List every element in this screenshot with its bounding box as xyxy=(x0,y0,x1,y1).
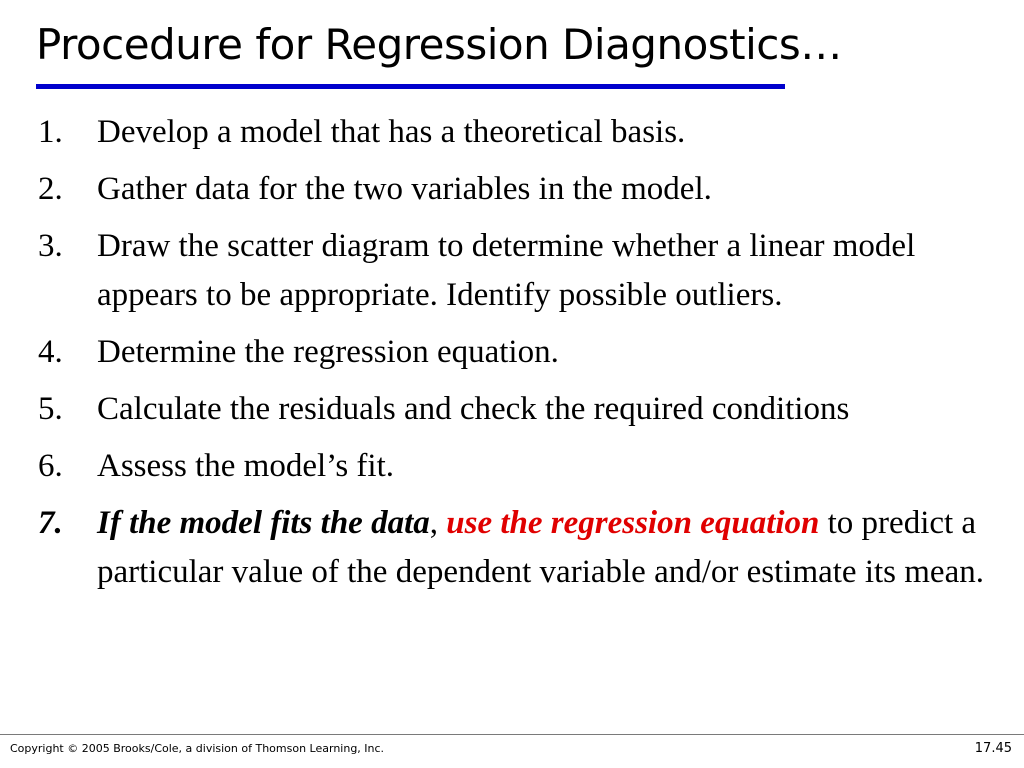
list-item xyxy=(38,108,1018,157)
item-text: Draw the scatter diagram to determine whether a linear model appears to be appropriate. Identify possible outliers. xyxy=(97,228,916,313)
item-number: 1. xyxy=(38,114,63,150)
list-item xyxy=(38,385,1018,434)
title-underline xyxy=(36,84,785,89)
item-number: 3. xyxy=(38,228,63,264)
item-text: Assess the model’s fit. xyxy=(97,448,394,484)
item-text: Gather data for the two variables in the model. xyxy=(97,171,712,207)
item-number: 6. xyxy=(38,448,63,484)
item-text: Develop a model that has a theoretical basis. xyxy=(97,114,686,150)
copyright-text: Copyright © 2005 Brooks/Cole, a division of Thomson Learning, Inc. xyxy=(10,742,385,755)
item-number: 7. xyxy=(38,505,63,541)
procedure-list xyxy=(38,108,1018,605)
list-item xyxy=(38,222,1018,320)
item-number: 2. xyxy=(38,171,63,207)
list-item xyxy=(38,442,1018,491)
slide-title: Procedure for Regression Diagnostics… xyxy=(36,20,842,69)
item-text-rest: to predict a particular value of the dependent variable and/or estimate its mean. xyxy=(97,505,984,590)
list-item xyxy=(38,499,1018,597)
emphasis-condition: If the model fits the data xyxy=(97,505,430,541)
item-number: 4. xyxy=(38,334,63,370)
page-number: 17.45 xyxy=(974,741,1012,756)
item-text xyxy=(97,499,1018,597)
list-item xyxy=(38,328,1018,377)
item-number: 5. xyxy=(38,391,63,427)
emphasis-action: use the regression equation xyxy=(446,505,820,541)
item-text: Determine the regression equation. xyxy=(97,334,559,370)
footer-divider xyxy=(0,734,1024,735)
item-text: Calculate the residuals and check the required conditions xyxy=(97,391,850,427)
separator: , xyxy=(429,505,447,541)
list-item xyxy=(38,165,1018,214)
